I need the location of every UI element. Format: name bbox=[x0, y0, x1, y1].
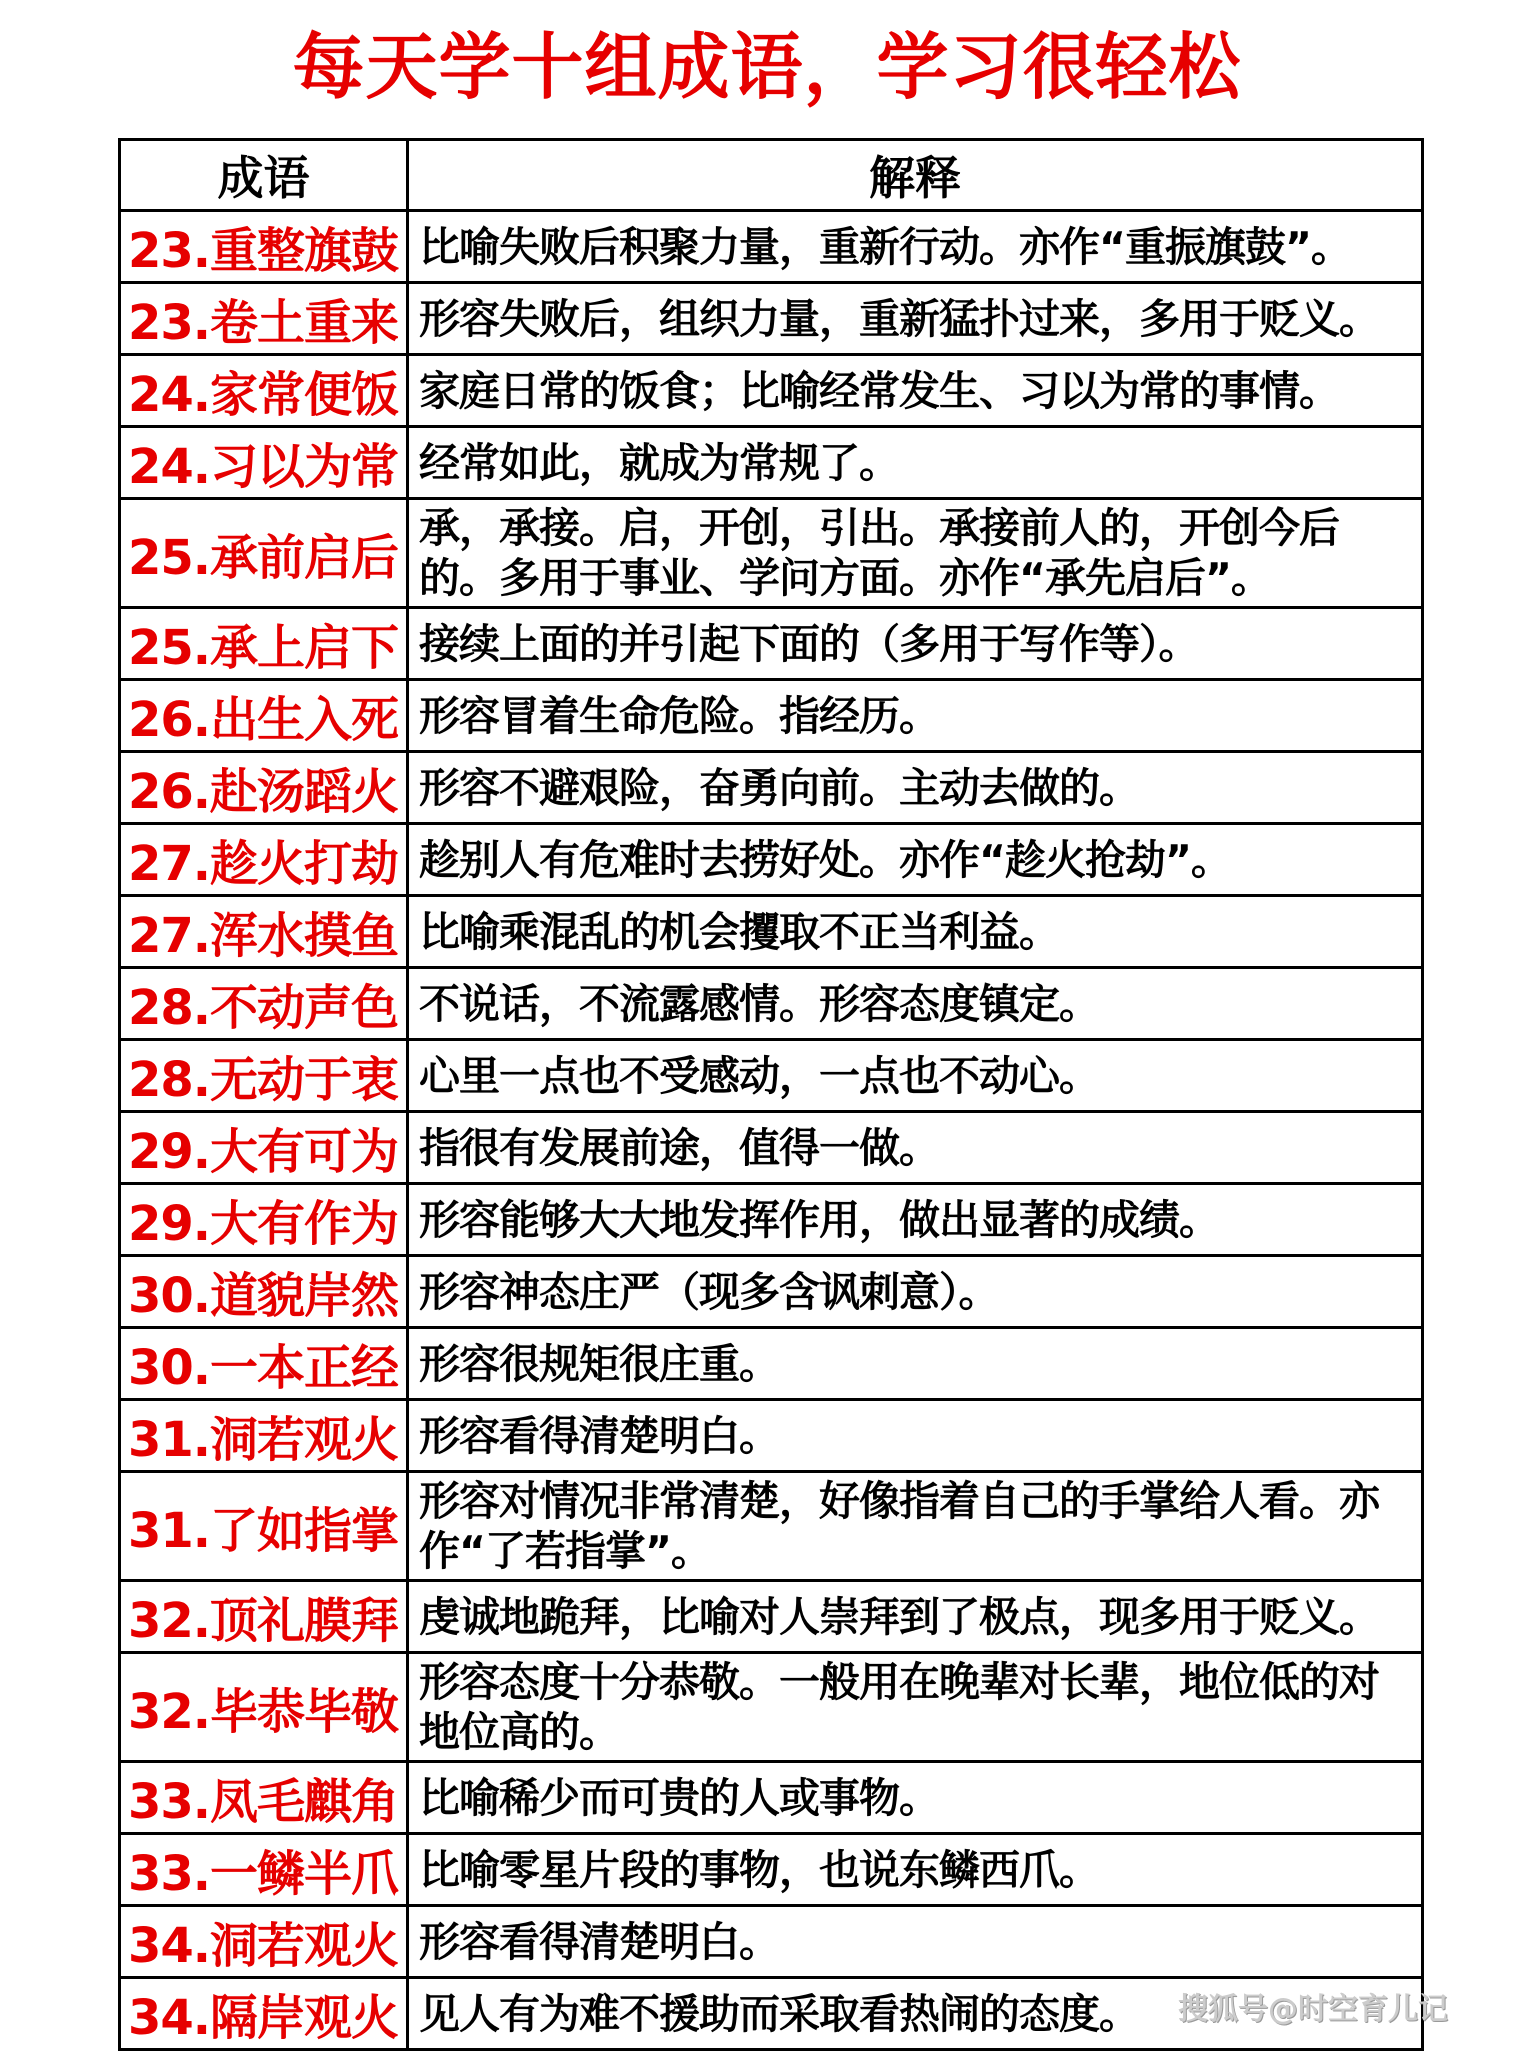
idiom-column-header: 成语 bbox=[120, 140, 408, 211]
table-row bbox=[120, 1040, 1423, 1112]
idiom-cell: 24.家常便饭 bbox=[120, 355, 408, 427]
idiom-cell: 31.了如指掌 bbox=[120, 1472, 408, 1581]
explanation-cell: 经常如此，就成为常规了。 bbox=[408, 427, 1423, 499]
idiom-cell: 27.趁火打劫 bbox=[120, 824, 408, 896]
table-row bbox=[120, 499, 1423, 608]
idiom-cell: 32.顶礼膜拜 bbox=[120, 1581, 408, 1653]
table-row bbox=[120, 752, 1423, 824]
idiom-cell: 29.大有作为 bbox=[120, 1184, 408, 1256]
explanation-cell: 趁别人有危难时去捞好处。亦作“趁火抢劫”。 bbox=[408, 824, 1423, 896]
table-row bbox=[120, 1906, 1423, 1978]
table-row bbox=[120, 1834, 1423, 1906]
explanation-cell: 指很有发展前途，值得一做。 bbox=[408, 1112, 1423, 1184]
idiom-cell: 34.洞若观火 bbox=[120, 1906, 408, 1978]
idiom-cell: 30.一本正经 bbox=[120, 1328, 408, 1400]
explanation-cell: 心里一点也不受感动，一点也不动心。 bbox=[408, 1040, 1423, 1112]
explanation-cell: 形容态度十分恭敬。一般用在晚辈对长辈，地位低的对地位高的。 bbox=[408, 1653, 1423, 1762]
table-row bbox=[120, 680, 1423, 752]
table-row bbox=[120, 1400, 1423, 1472]
idiom-cell: 29.大有可为 bbox=[120, 1112, 408, 1184]
idiom-cell: 27.浑水摸鱼 bbox=[120, 896, 408, 968]
explanation-cell: 形容对情况非常清楚，好像指着自己的手掌给人看。亦作“了若指掌”。 bbox=[408, 1472, 1423, 1581]
idiom-cell: 33.一鳞半爪 bbox=[120, 1834, 408, 1906]
explanation-cell: 见人有为难不援助而采取看热闹的态度。 bbox=[408, 1978, 1423, 2050]
table-row bbox=[120, 1328, 1423, 1400]
explanation-cell: 形容神态庄严（现多含讽刺意）。 bbox=[408, 1256, 1423, 1328]
explanation-cell: 形容看得清楚明白。 bbox=[408, 1906, 1423, 1978]
explanation-cell: 形容很规矩很庄重。 bbox=[408, 1328, 1423, 1400]
watermark-text: 搜狐号@时空育儿记 bbox=[1178, 1992, 1448, 2027]
idiom-cell: 31.洞若观火 bbox=[120, 1400, 408, 1472]
page-title: 每天学十组成语，学习很轻松 bbox=[292, 25, 1242, 109]
idiom-cell: 26.出生入死 bbox=[120, 680, 408, 752]
table-row bbox=[120, 608, 1423, 680]
explanation-cell: 不说话，不流露感情。形容态度镇定。 bbox=[408, 968, 1423, 1040]
table-row bbox=[120, 1581, 1423, 1653]
idiom-cell: 25.承上启下 bbox=[120, 608, 408, 680]
explanation-cell: 接续上面的并引起下面的（多用于写作等）。 bbox=[408, 608, 1423, 680]
table-row bbox=[120, 824, 1423, 896]
idiom-cell: 23.重整旗鼓 bbox=[120, 211, 408, 283]
explanation-cell: 承，承接。启，开创，引出。承接前人的，开创今后的。多用于事业、学问方面。亦作“承先启后”。 bbox=[408, 499, 1423, 608]
table-row bbox=[120, 1112, 1423, 1184]
idiom-table-head bbox=[120, 140, 1423, 211]
explanation-cell: 家庭日常的饭食；比喻经常发生、习以为常的事情。 bbox=[408, 355, 1423, 427]
table-row bbox=[120, 1472, 1423, 1581]
table-row bbox=[120, 427, 1423, 499]
explanation-cell: 比喻零星片段的事物，也说东鳞西爪。 bbox=[408, 1834, 1423, 1906]
table-row bbox=[120, 1256, 1423, 1328]
explanation-cell: 比喻乘混乱的机会攫取不正当利益。 bbox=[408, 896, 1423, 968]
table-row bbox=[120, 1184, 1423, 1256]
explanation-cell: 形容看得清楚明白。 bbox=[408, 1400, 1423, 1472]
idiom-cell: 28.不动声色 bbox=[120, 968, 408, 1040]
idiom-cell: 32.毕恭毕敬 bbox=[120, 1653, 408, 1762]
explanation-cell: 形容不避艰险，奋勇向前。主动去做的。 bbox=[408, 752, 1423, 824]
explanation-cell: 比喻失败后积聚力量，重新行动。亦作“重振旗鼓”。 bbox=[408, 211, 1423, 283]
idiom-table-body bbox=[120, 211, 1423, 2050]
table-row bbox=[120, 968, 1423, 1040]
explanation-column-header: 解释 bbox=[408, 140, 1423, 211]
table-row bbox=[120, 355, 1423, 427]
table-row bbox=[120, 1653, 1423, 1762]
explanation-cell: 形容能够大大地发挥作用，做出显著的成绩。 bbox=[408, 1184, 1423, 1256]
table-row bbox=[120, 211, 1423, 283]
idiom-cell: 33.凤毛麒角 bbox=[120, 1762, 408, 1834]
idiom-cell: 25.承前启后 bbox=[120, 499, 408, 608]
idiom-cell: 24.习以为常 bbox=[120, 427, 408, 499]
table-row bbox=[120, 283, 1423, 355]
idiom-cell: 26.赴汤蹈火 bbox=[120, 752, 408, 824]
idiom-cell: 23.卷土重来 bbox=[120, 283, 408, 355]
header-row bbox=[120, 140, 1423, 211]
explanation-cell: 形容失败后，组织力量，重新猛扑过来，多用于贬义。 bbox=[408, 283, 1423, 355]
table-row bbox=[120, 1762, 1423, 1834]
table-row bbox=[120, 896, 1423, 968]
explanation-cell: 形容冒着生命危险。指经历。 bbox=[408, 680, 1423, 752]
explanation-cell: 虔诚地跪拜，比喻对人崇拜到了极点，现多用于贬义。 bbox=[408, 1581, 1423, 1653]
explanation-cell: 比喻稀少而可贵的人或事物。 bbox=[408, 1762, 1423, 1834]
idiom-cell: 28.无动于衷 bbox=[120, 1040, 408, 1112]
idiom-cell: 34.隔岸观火 bbox=[120, 1978, 408, 2050]
idiom-cell: 30.道貌岸然 bbox=[120, 1256, 408, 1328]
idiom-table bbox=[118, 138, 1424, 2051]
